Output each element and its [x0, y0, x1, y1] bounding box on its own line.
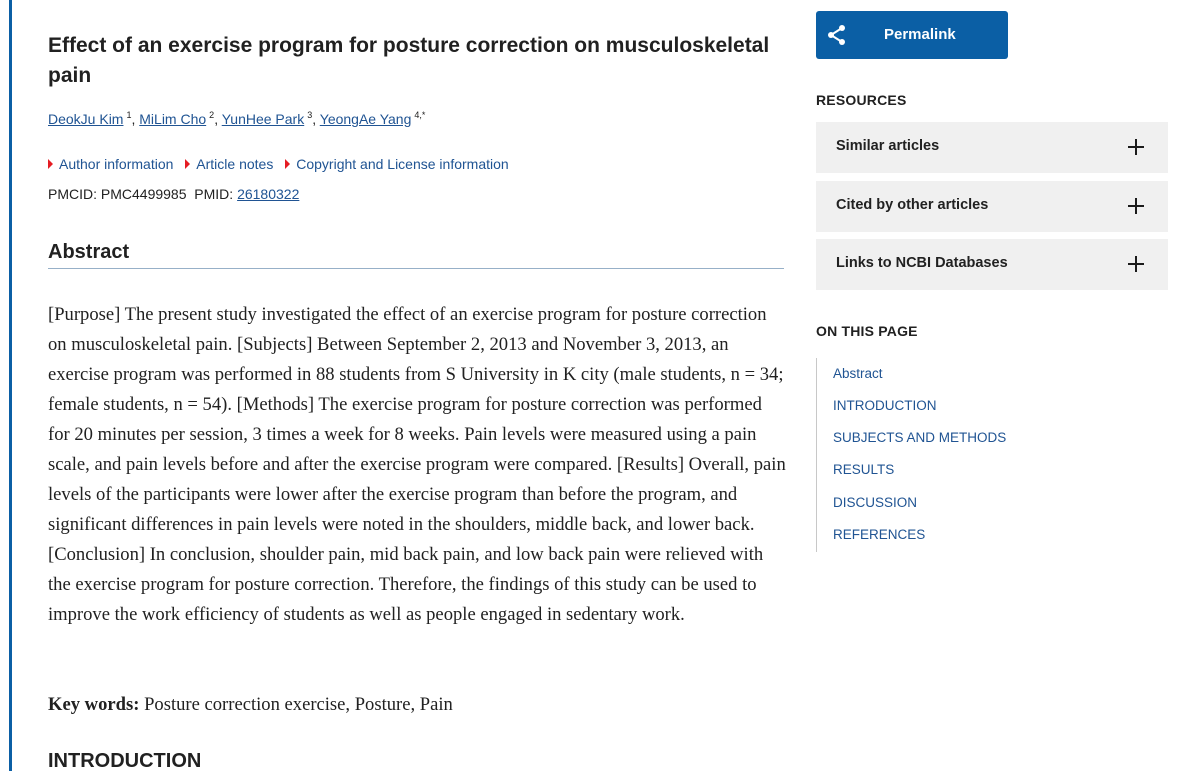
- keywords: [48, 690, 453, 720]
- toc-subjects-methods[interactable]: SUBJECTS AND METHODS: [833, 430, 1007, 445]
- plus-icon: [1128, 139, 1144, 155]
- accordion-label: Links to NCBI Databases: [836, 255, 1008, 271]
- triangle-right-icon: [285, 159, 290, 169]
- pmcid: PMCID: PMC4499985: [48, 186, 187, 202]
- pmid-label: PMID:: [194, 186, 234, 202]
- triangle-right-icon: [48, 159, 53, 169]
- toc-references[interactable]: REFERENCES: [833, 527, 926, 542]
- pmid-link[interactable]: 26180322: [237, 186, 300, 202]
- toc-abstract[interactable]: Abstract: [833, 366, 883, 381]
- resources-heading: RESOURCES: [816, 92, 907, 108]
- affiliation-sup: 1: [126, 110, 132, 120]
- plus-icon: [1128, 198, 1144, 214]
- permalink-button[interactable]: [816, 11, 1008, 59]
- affiliation-sup: 4,*: [414, 110, 426, 120]
- author-link[interactable]: DeokJu Kim: [48, 111, 124, 127]
- accordion-ncbi-links[interactable]: [816, 239, 1168, 290]
- triangle-right-icon: [185, 159, 190, 169]
- plus-icon: [1128, 256, 1144, 272]
- article-ids: [48, 186, 299, 202]
- table-of-contents: [816, 358, 1116, 552]
- article-title: Effect of an exercise program for posture correction on musculoskeletal pain: [48, 34, 770, 87]
- toggle-label: Author information: [59, 156, 174, 172]
- on-this-page-heading: ON THIS PAGE: [816, 323, 918, 339]
- abstract-text: [Purpose] The present study investigated the effect of an exercise program for posture correction on musculoskeletal pain. [Subjects] Between September 2, 2013 and November 3, 2013, an exercise program was performed in 88 students from S University in K city (male students, n = 34; female students, n = 54). [Methods] The exercise program for posture correction was performed for 20 minutes per session, 3 times a week for 8 weeks. Pain levels were measured using a pain scale, and pain levels before and after the exercise program were compared. [Results] Overall, pain levels of the participants were lower after the exercise program than before the program, and significant differences in pain levels were noted in the shoulders, middle back, and lower back. [Conclusion] In conclusion, shoulder pain, mid back pain, and low back pain were relieved with the exercise program for posture correction. Therefore, the findings of this study can be used to improve the work efficiency of students as well as people engaged in sedentary work.: [48, 304, 786, 625]
- accordion-cited-by[interactable]: [816, 181, 1168, 232]
- toc-discussion[interactable]: DISCUSSION: [833, 495, 918, 510]
- author-list: DeokJu Kim $^1$, MiLim Cho $^2$, YunHee Park $^3$, YeongAe Yang $^{4,*}$: [48, 110, 426, 127]
- toggle-label: Article notes: [196, 156, 274, 172]
- article-notes-toggle[interactable]: [185, 156, 273, 172]
- author-information-toggle[interactable]: [48, 156, 173, 172]
- toggle-label: Copyright and License information: [296, 156, 509, 172]
- left-accent-bar: [9, 0, 12, 771]
- author-link[interactable]: YeongAe Yang: [319, 111, 412, 127]
- accordion-label: Similar articles: [836, 138, 940, 154]
- toc-results[interactable]: RESULTS: [833, 462, 895, 477]
- author-link[interactable]: YunHee Park: [221, 111, 305, 127]
- abstract-heading: Abstract: [48, 241, 784, 269]
- author-link[interactable]: MiLim Cho: [139, 111, 207, 127]
- accordion-similar-articles[interactable]: [816, 122, 1168, 173]
- introduction-heading: INTRODUCTION: [48, 750, 202, 771]
- affiliation-sup: 2: [209, 110, 215, 120]
- affiliation-sup: 3: [307, 110, 313, 120]
- copyright-license-toggle[interactable]: [285, 156, 508, 172]
- permalink-label: Permalink: [884, 26, 956, 43]
- share-icon: [826, 24, 848, 46]
- keywords-label: Key words:: [48, 694, 140, 715]
- keywords-value: Posture correction exercise, Posture, Pain: [144, 694, 453, 715]
- article-meta-links: [48, 156, 517, 172]
- accordion-label: Cited by other articles: [836, 197, 989, 213]
- toc-introduction[interactable]: INTRODUCTION: [833, 398, 937, 413]
